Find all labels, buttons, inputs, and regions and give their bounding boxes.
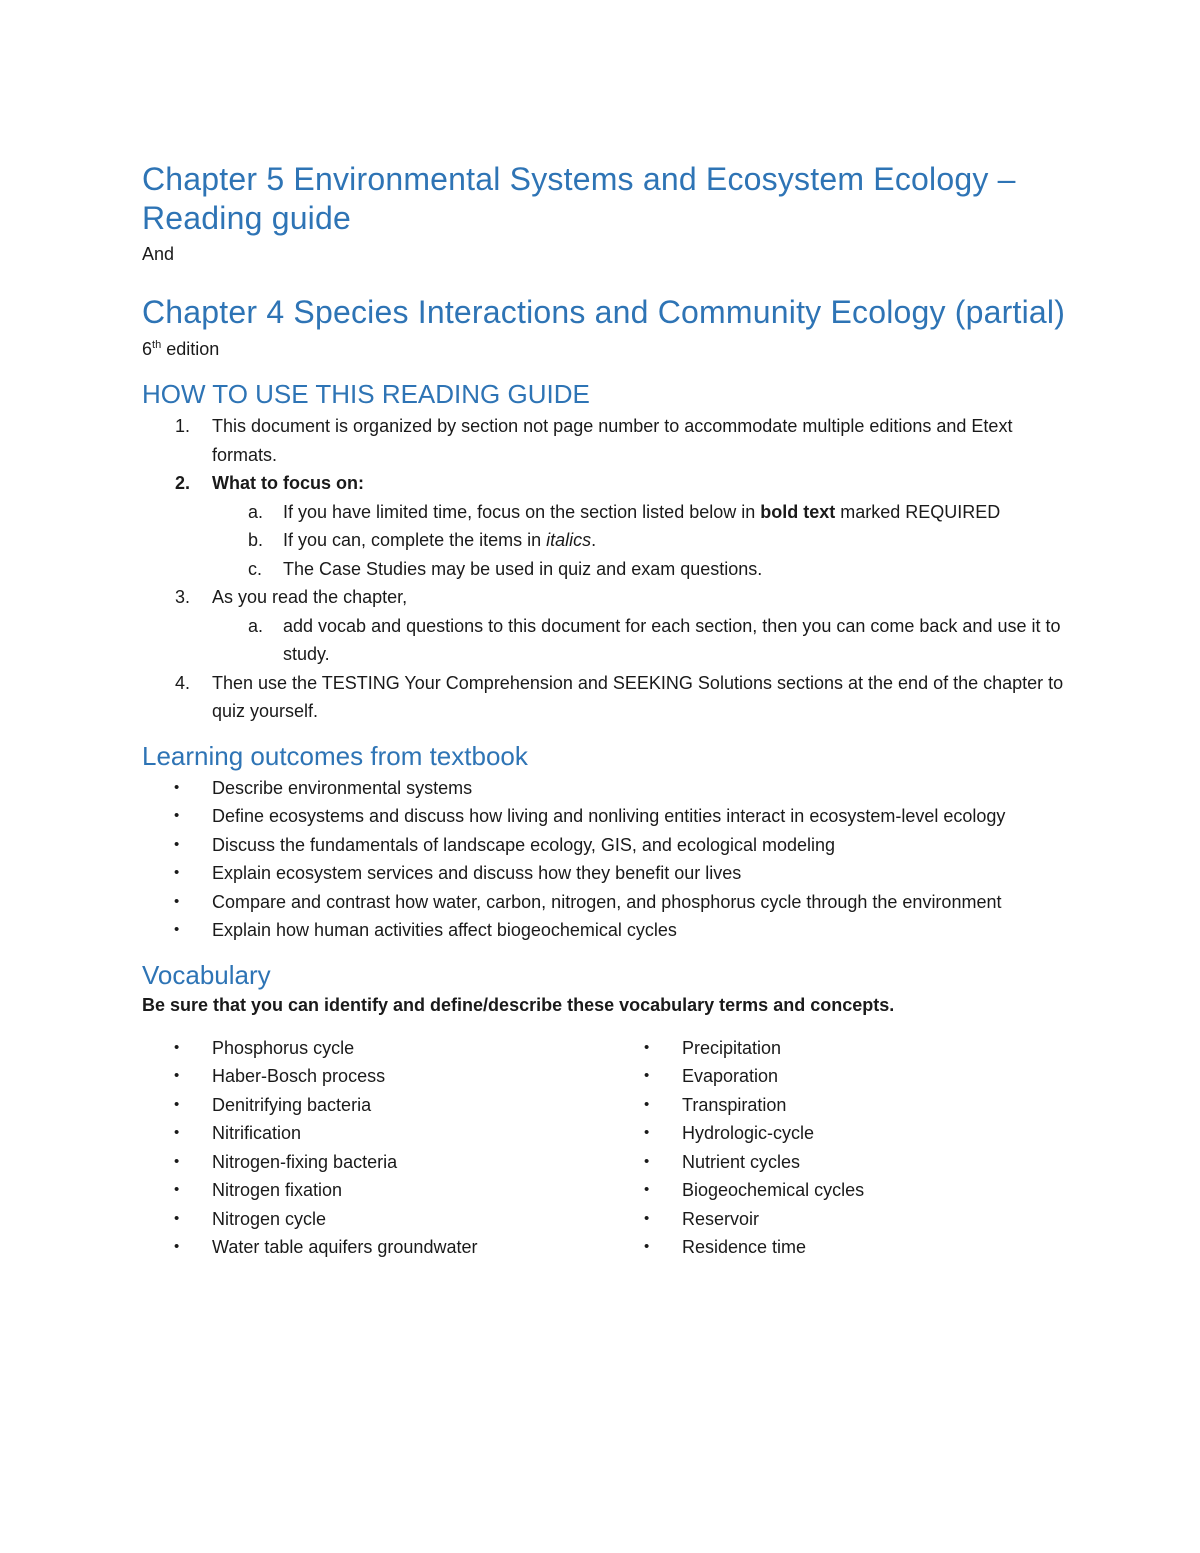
list-item [142, 498, 1082, 527]
list-item-text: Precipitation [682, 1037, 782, 1058]
list-item [142, 1034, 612, 1063]
edition-word: edition [161, 339, 220, 359]
bullet-icon: • [644, 1095, 650, 1113]
list-item [142, 1233, 612, 1262]
list-item-text: If you can, complete the items in italics. [283, 530, 597, 550]
edition-text [142, 335, 1082, 363]
bullet-icon: • [174, 1038, 180, 1056]
bullet-icon: • [174, 1124, 180, 1141]
bullet-icon: • [174, 892, 180, 910]
list-item-text: What to focus on: [212, 473, 364, 493]
bullet-icon: • [174, 1095, 180, 1113]
list-item [142, 802, 1082, 831]
list-number: 3. [175, 587, 191, 607]
list-item [612, 1148, 1082, 1177]
list-item-text: Nitrification [212, 1123, 302, 1143]
bullet-icon: • [174, 1209, 180, 1227]
list-item-text: Biogeochemical cycles [682, 1180, 865, 1200]
bullet-icon: • [174, 864, 180, 881]
outcomes-heading: Learning outcomes from textbook [142, 740, 528, 771]
list-number: 4. [175, 672, 191, 693]
list-item-text: Phosphorus cycle [212, 1037, 355, 1058]
vocabulary-heading: Vocabulary [142, 959, 271, 990]
bullet-icon: • [644, 1124, 650, 1141]
bullet-icon: • [174, 1152, 180, 1170]
list-item [142, 1176, 612, 1205]
bullet-icon: • [174, 835, 180, 853]
list-item [142, 831, 1082, 860]
bold-text: bold text [760, 501, 836, 522]
list-item [142, 1119, 612, 1148]
vocabulary-left-column [142, 1034, 612, 1262]
list-item [142, 555, 1082, 584]
list-item [142, 916, 1082, 945]
list-item [612, 1119, 1082, 1148]
outcomes-list [142, 774, 1082, 945]
list-item-text: Explain how human activities affect biogeochemical cycles [212, 920, 677, 940]
edition-superscript: th [152, 339, 162, 351]
list-item-text: Denitrifying bacteria [212, 1094, 372, 1115]
list-item [142, 412, 1082, 469]
list-letter: b. [248, 530, 264, 550]
list-item-text: If you have limited time, focus on the section listed below in bold text marked REQUIRED [283, 501, 1001, 522]
list-number: 2. [175, 473, 191, 493]
bullet-icon: • [174, 807, 180, 824]
list-item [142, 583, 1082, 612]
list-letter: c. [248, 558, 263, 579]
list-item-text: Nutrient cycles [682, 1151, 801, 1172]
vocabulary-columns [142, 1034, 1082, 1262]
list-item [142, 1062, 612, 1091]
list-item [142, 469, 1082, 498]
list-item [142, 669, 1082, 726]
bullet-icon: • [644, 1181, 650, 1198]
bullet-icon: • [174, 1067, 180, 1084]
chapter5-title: Chapter 5 Environmental Systems and Ecosystem Ecology – Reading guide [142, 161, 1016, 236]
list-item-text: The Case Studies may be used in quiz and exam questions. [283, 558, 763, 579]
list-item-text: Reservoir [682, 1208, 760, 1229]
list-item [142, 612, 1082, 669]
chapter4-title: Chapter 4 Species Interactions and Community Ecology (partial) [142, 294, 1066, 330]
italic-text: italics [546, 530, 592, 550]
list-item-text: Describe environmental systems [212, 777, 473, 798]
bullet-icon: • [174, 1181, 180, 1198]
list-item-text: Water table aquifers groundwater [212, 1237, 478, 1257]
list-item-text: Nitrogen fixation [212, 1180, 343, 1200]
list-item-text: Nitrogen cycle [212, 1208, 327, 1229]
document-page [142, 160, 1082, 1262]
bullet-icon: • [644, 1067, 650, 1084]
list-item [142, 1205, 612, 1234]
bullet-icon: • [644, 1038, 650, 1056]
edition-number: 6 [142, 339, 153, 359]
list-item [612, 1205, 1082, 1234]
how-to-heading: HOW TO USE THIS READING GUIDE [142, 379, 590, 409]
list-item [612, 1176, 1082, 1205]
list-item-text: Compare and contrast how water, carbon, nitrogen, and phosphorus cycle through the environment [212, 891, 1002, 912]
list-item [142, 888, 1082, 917]
bullet-icon: • [174, 1238, 180, 1255]
list-number: 1. [175, 416, 191, 436]
and-text: And [142, 244, 175, 264]
list-item-text: Nitrogen-fixing bacteria [212, 1151, 398, 1172]
list-item-text: This document is organized by section not page number to accommodate multiple editions and Etext formats. [212, 416, 1013, 465]
list-item [612, 1233, 1082, 1262]
list-item-text: Transpiration [682, 1094, 787, 1115]
list-item [612, 1034, 1082, 1063]
list-item-text: Haber-Bosch process [212, 1066, 386, 1086]
vocabulary-instruction: Be sure that you can identify and define/describe these vocabulary terms and concepts. [142, 994, 895, 1015]
list-item [612, 1062, 1082, 1091]
bullet-icon: • [644, 1152, 650, 1170]
list-item-text: Then use the TESTING Your Comprehension and SEEKING Solutions sections at the end of the chapter to quiz yourself. [212, 672, 1064, 721]
list-item-text: add vocab and questions to this document for each section, then you can come back and use it to study. [283, 615, 1061, 664]
list-item [142, 774, 1082, 803]
list-item-text: As you read the chapter, [212, 587, 408, 607]
bullet-icon: • [644, 1238, 650, 1255]
bullet-icon: • [174, 778, 180, 796]
list-item [142, 859, 1082, 888]
list-item-text: Discuss the fundamentals of landscape ecology, GIS, and ecological modeling [212, 834, 836, 855]
list-item [142, 1091, 612, 1120]
list-letter: a. [248, 501, 264, 522]
list-item-text: Explain ecosystem services and discuss how they benefit our lives [212, 863, 742, 883]
bullet-icon: • [174, 921, 180, 938]
list-letter: a. [248, 615, 264, 636]
list-item-text: Define ecosystems and discuss how living and nonliving entities interact in ecosystem-level ecology [212, 806, 1006, 826]
list-item-text: Hydrologic-cycle [682, 1123, 815, 1143]
vocabulary-right-column [612, 1034, 1082, 1262]
how-to-list [142, 412, 1082, 726]
list-item [142, 526, 1082, 555]
list-item-text: Residence time [682, 1237, 807, 1257]
list-item-text: Evaporation [682, 1066, 779, 1086]
bullet-icon: • [644, 1209, 650, 1227]
list-item [612, 1091, 1082, 1120]
list-item [142, 1148, 612, 1177]
